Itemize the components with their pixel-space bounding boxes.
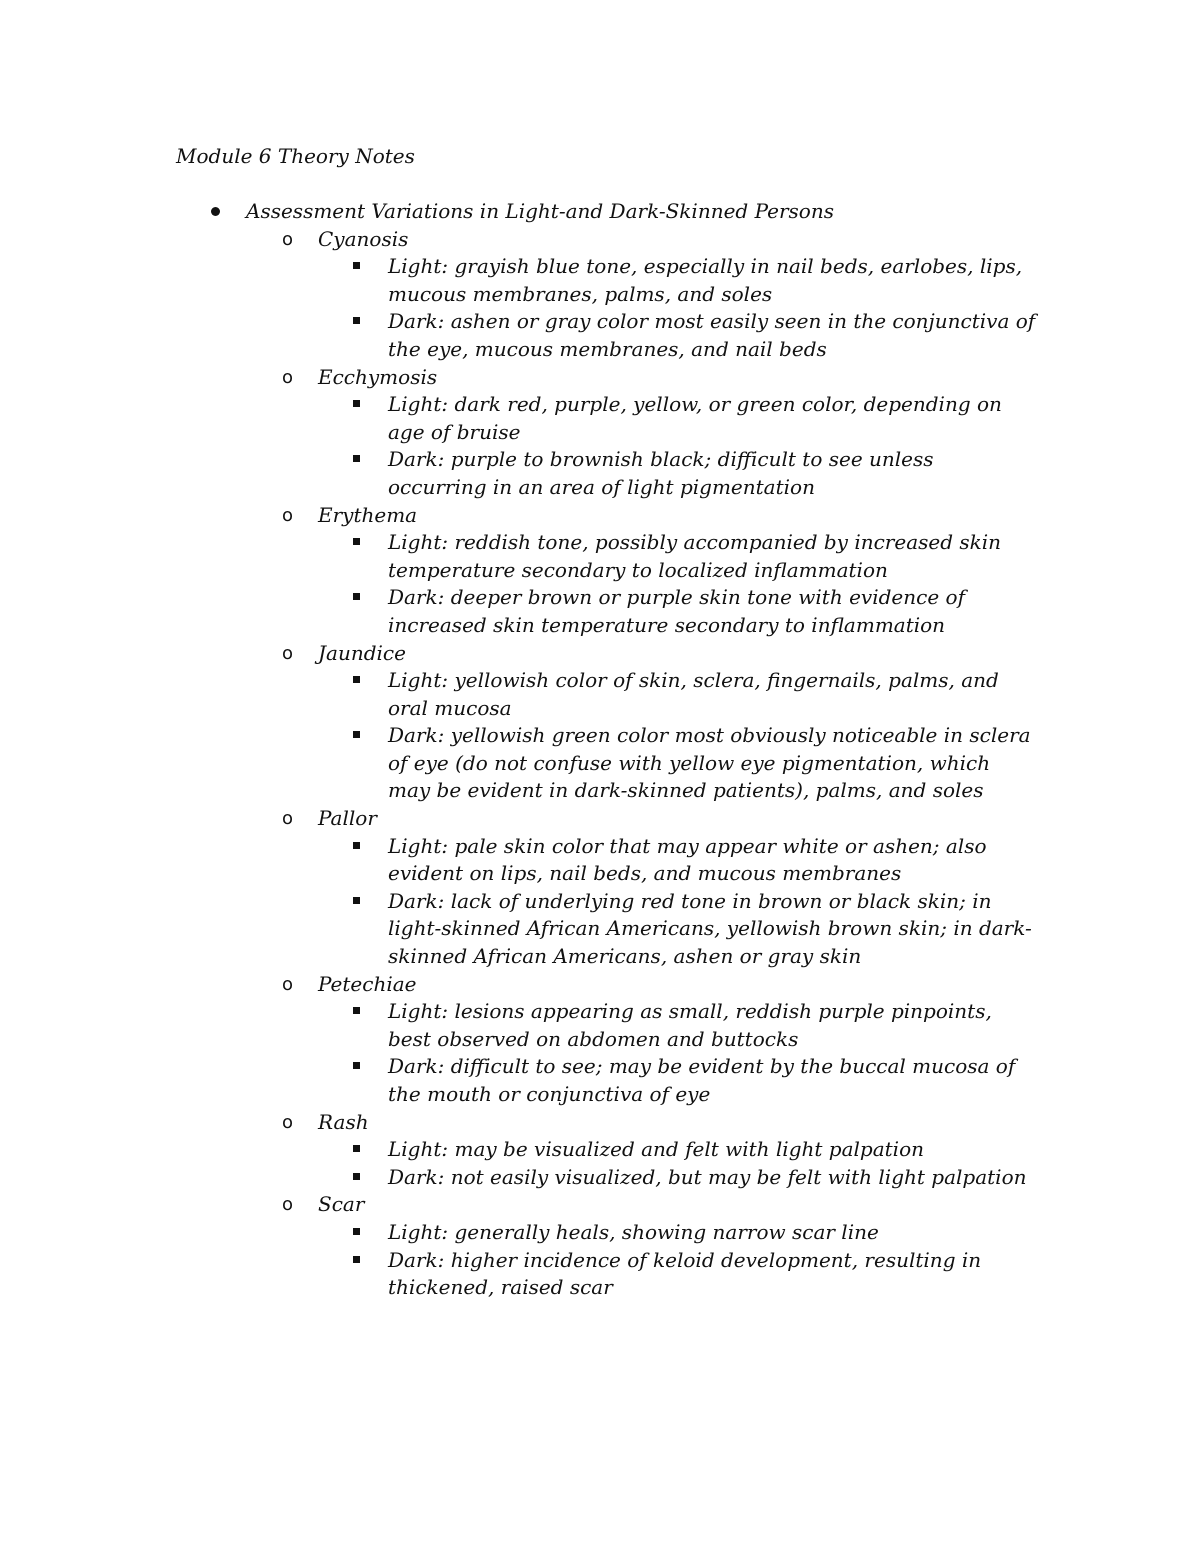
light-skin-note bbox=[0, 253, 1038, 308]
hollow-circle-bullet-icon: o bbox=[282, 808, 294, 830]
light-skin-note bbox=[0, 391, 1038, 446]
topic-name: Petechiae bbox=[318, 971, 417, 996]
note-text: Light: yellowish color of skin, sclera, fingernails, palms, and oral mucosa bbox=[388, 668, 999, 720]
topic-name: Ecchymosis bbox=[318, 364, 438, 389]
dark-skin-note bbox=[0, 1247, 1038, 1302]
section-heading-item bbox=[0, 198, 1200, 226]
square-bullet-icon bbox=[353, 593, 360, 600]
note-text: Light: may be visualized and felt with light palpation bbox=[388, 1137, 924, 1162]
filled-circle-bullet-icon bbox=[211, 207, 220, 216]
topic-name: Pallor bbox=[318, 806, 377, 831]
square-bullet-icon bbox=[353, 455, 360, 462]
dark-skin-note bbox=[0, 1053, 1038, 1108]
note-text: Light: reddish tone, possibly accompanied by increased skin temperature secondary to localized inflammation bbox=[388, 530, 1002, 582]
topic-item-cyanosis bbox=[0, 226, 1200, 254]
square-bullet-icon bbox=[353, 1062, 360, 1069]
note-text: Dark: difficult to see; may be evident by the buccal mucosa of the mouth or conjunctiva of eye bbox=[388, 1054, 1016, 1106]
note-text: Light: dark red, purple, yellow, or green color, depending on age of bruise bbox=[388, 392, 1002, 444]
hollow-circle-bullet-icon: o bbox=[282, 366, 294, 388]
square-bullet-icon bbox=[353, 262, 360, 269]
note-text: Dark: lack of underlying red tone in brown or black skin; in light-skinned African Americans, yellowish brown skin; in dark-skinned African Americans, ashen or gray skin bbox=[388, 888, 1032, 969]
topic-name: Jaundice bbox=[318, 640, 406, 665]
note-text: Light: grayish blue tone, especially in nail beds, earlobes, lips, mucous membranes, palms, and soles bbox=[388, 254, 1023, 306]
topic-name: Erythema bbox=[318, 502, 418, 527]
topic-name: Cyanosis bbox=[318, 226, 409, 251]
hollow-circle-bullet-icon: o bbox=[282, 1194, 294, 1216]
square-bullet-icon bbox=[353, 538, 360, 545]
topic-item-erythema bbox=[0, 502, 1200, 530]
note-text: Light: lesions appearing as small, reddish purple pinpoints, best observed on abdomen and buttocks bbox=[388, 999, 992, 1051]
light-skin-note bbox=[0, 529, 1038, 584]
dark-skin-note bbox=[0, 722, 1038, 805]
square-bullet-icon bbox=[353, 897, 360, 904]
dark-skin-note bbox=[0, 1164, 1038, 1192]
square-bullet-icon bbox=[353, 317, 360, 324]
note-text: Dark: deeper brown or purple skin tone with evidence of increased skin temperature secondary to inflammation bbox=[388, 585, 965, 637]
dark-skin-note bbox=[0, 308, 1038, 363]
note-text: Dark: higher incidence of keloid development, resulting in thickened, raised scar bbox=[388, 1247, 982, 1300]
square-bullet-icon bbox=[353, 842, 360, 849]
square-bullet-icon bbox=[353, 1173, 360, 1180]
note-text: Dark: purple to brownish black; difficult to see unless occurring in an area of light pigmentation bbox=[388, 447, 934, 499]
note-text: Dark: not easily visualized, but may be felt with light palpation bbox=[388, 1164, 1027, 1189]
square-bullet-icon bbox=[353, 731, 360, 738]
square-bullet-icon bbox=[353, 1145, 360, 1152]
hollow-circle-bullet-icon: o bbox=[282, 973, 294, 995]
light-skin-note bbox=[0, 667, 1038, 722]
note-text: Dark: yellowish green color most obviously noticeable in sclera of eye (do not confuse with yellow eye pigmentation, which may be evident in dark-skinned patients), palms, and soles bbox=[388, 723, 1031, 803]
square-bullet-icon bbox=[353, 400, 360, 407]
hollow-circle-bullet-icon: o bbox=[282, 228, 294, 250]
topic-name: Scar bbox=[318, 1192, 365, 1217]
section-heading: Assessment Variations in Light-and Dark-Skinned Persons bbox=[246, 199, 834, 223]
light-skin-note bbox=[0, 833, 1038, 888]
topic-item-ecchymosis bbox=[0, 364, 1200, 392]
topic-item-jaundice bbox=[0, 640, 1200, 668]
dark-skin-note bbox=[0, 888, 1038, 971]
topic-item-rash bbox=[0, 1109, 1200, 1137]
topic-item-scar bbox=[0, 1191, 1200, 1219]
square-bullet-icon bbox=[353, 1228, 360, 1235]
dark-skin-note bbox=[0, 584, 1038, 639]
square-bullet-icon bbox=[353, 1256, 360, 1263]
topic-item-pallor bbox=[0, 805, 1200, 833]
document-body bbox=[0, 198, 1200, 1302]
document-title: Module 6 Theory Notes bbox=[176, 144, 415, 168]
note-text: Dark: ashen or gray color most easily seen in the conjunctiva of the eye, mucous membranes, and nail beds bbox=[388, 309, 1036, 361]
hollow-circle-bullet-icon: o bbox=[282, 504, 294, 526]
topic-item-petechiae bbox=[0, 971, 1200, 999]
square-bullet-icon bbox=[353, 676, 360, 683]
note-text: Light: generally heals, showing narrow scar line bbox=[388, 1219, 879, 1244]
hollow-circle-bullet-icon: o bbox=[282, 1111, 294, 1133]
light-skin-note bbox=[0, 1219, 1038, 1247]
square-bullet-icon bbox=[353, 1007, 360, 1014]
hollow-circle-bullet-icon: o bbox=[282, 642, 294, 664]
light-skin-note bbox=[0, 1136, 1038, 1164]
topic-name: Rash bbox=[318, 1109, 369, 1134]
light-skin-note bbox=[0, 998, 1038, 1053]
dark-skin-note bbox=[0, 446, 1038, 501]
note-text: Light: pale skin color that may appear white or ashen; also evident on lips, nail beds, and mucous membranes bbox=[388, 833, 987, 886]
